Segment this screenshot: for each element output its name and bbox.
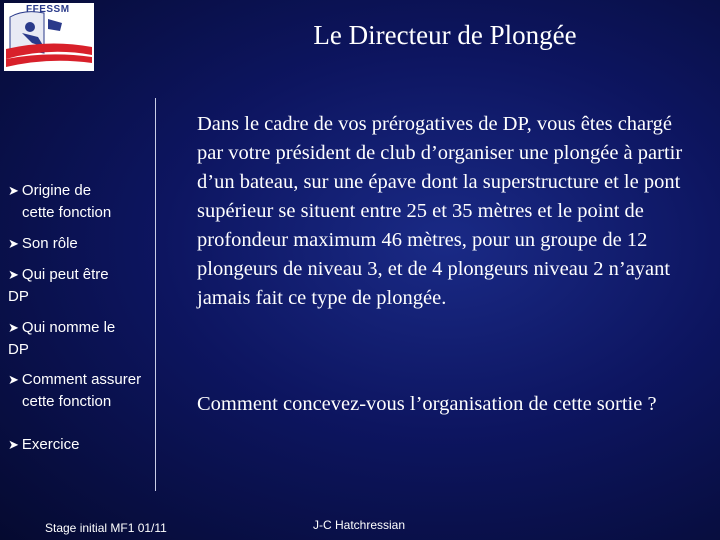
arrow-bullet-icon: ➤ [8, 183, 19, 198]
vertical-divider [155, 98, 156, 491]
arrow-bullet-icon: ➤ [8, 320, 19, 335]
footer-course: Stage initial MF1 01/11 [45, 521, 167, 535]
footer-author: J-C Hatchressian [313, 518, 406, 532]
menu-item-role: ➤ Son rôle [8, 235, 78, 252]
logo-text: FFESSM [26, 4, 70, 15]
menu-item-qui-peut: ➤ Qui peut être DP [8, 266, 109, 305]
menu-item-qui-nomme: ➤ Qui nomme le DP [8, 319, 116, 358]
arrow-bullet-icon: ➤ [8, 236, 19, 251]
exercise-question: Comment concevez-vous l’organisation de cette sortie ? [197, 393, 657, 415]
arrow-bullet-icon: ➤ [8, 437, 19, 452]
arrow-bullet-icon: ➤ [8, 267, 19, 282]
menu-item-exercice: ➤ Exercice [8, 436, 80, 453]
exercise-statement: Dans le cadre de vos prérogatives de DP, vous êtes chargé par votre président de club d’organiser une plongée à partir d’un bateau, sur une épave dont la superstructure et le pont supérieur se situent entre 25 et 35 mètres et le point de profondeur maximum 46 mètres, pour un groupe de 12 plongeurs de niveau 3, et de 4 plongeurs niveau 2 n’ayant jamais fait ce type de plongée. [197, 113, 683, 309]
menu-item-origine: ➤ Origine de cette fonction [8, 182, 112, 221]
slide-title: Le Directeur de Plongée [313, 20, 577, 50]
arrow-bullet-icon: ➤ [8, 372, 19, 387]
ffessm-logo [4, 3, 94, 71]
menu-item-comment: ➤ Comment assurer cette fonction [8, 371, 142, 410]
